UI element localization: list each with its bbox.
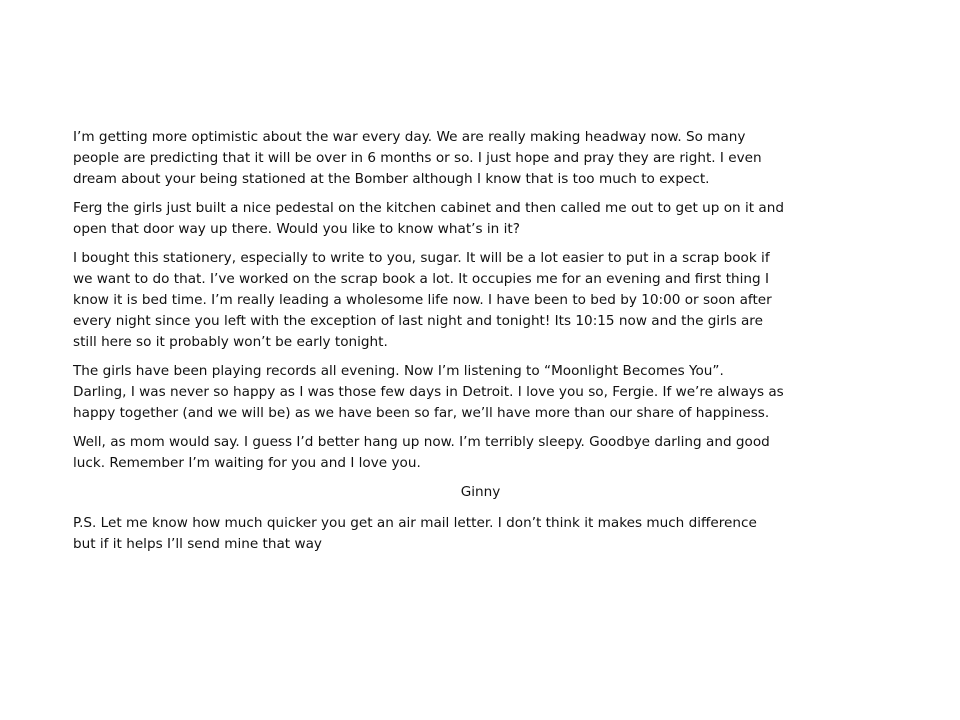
paragraph-line: The girls have been playing records all evening. Now I’m listening to “Moonlight Becomes You”. — [73, 363, 724, 379]
paragraph-1 — [73, 127, 888, 190]
paragraph-2 — [73, 198, 888, 240]
paragraph-line: people are predicting that it will be over in 6 months or so. I just hope and pray they are right. I even — [73, 150, 762, 166]
paragraph-line: dream about your being stationed at the Bomber although I know that is too much to expect. — [73, 171, 710, 187]
paragraph-3 — [73, 248, 888, 353]
paragraph-line: still here so it probably won’t be early tonight. — [73, 334, 388, 350]
letter-body — [73, 127, 888, 555]
paragraph-line: open that door way up there. Would you like to know what’s in it? — [73, 221, 520, 237]
paragraph-line: know it is bed time. I’m really leading a wholesome life now. I have been to bed by 10:00 or soon after — [73, 292, 772, 308]
postscript-line: but if it helps I’ll send mine that way — [73, 536, 322, 552]
paragraph-line: I’m getting more optimistic about the war every day. We are really making headway now. So many — [73, 129, 746, 145]
paragraph-line: happy together (and we will be) as we have been so far, we’ll have more than our share of happiness. — [73, 405, 770, 421]
paragraph-line: Ferg the girls just built a nice pedestal on the kitchen cabinet and then called me out to get up on it and — [73, 200, 784, 216]
signature: Ginny — [460, 484, 501, 500]
postscript-line: P.S. Let me know how much quicker you get an air mail letter. I don’t think it makes much difference — [73, 515, 757, 531]
paragraph-5 — [73, 432, 888, 474]
paragraph-line: we want to do that. I’ve worked on the scrap book a lot. It occupies me for an evening and first thing I — [73, 271, 769, 287]
paragraph-line: luck. Remember I’m waiting for you and I love you. — [73, 455, 421, 471]
paragraph-4 — [73, 361, 888, 424]
paragraph-line: I bought this stationery, especially to write to you, sugar. It will be a lot easier to put in a scrap book if — [73, 250, 770, 266]
postscript — [73, 513, 888, 555]
paragraph-line: every night since you left with the exception of last night and tonight! Its 10:15 now and the girls are — [73, 313, 763, 329]
paragraph-line: Well, as mom would say. I guess I’d better hang up now. I’m terribly sleepy. Goodbye darling and good — [73, 434, 770, 450]
paragraph-line: Darling, I was never so happy as I was those few days in Detroit. I love you so, Fergie. If we’re always as — [73, 384, 784, 400]
